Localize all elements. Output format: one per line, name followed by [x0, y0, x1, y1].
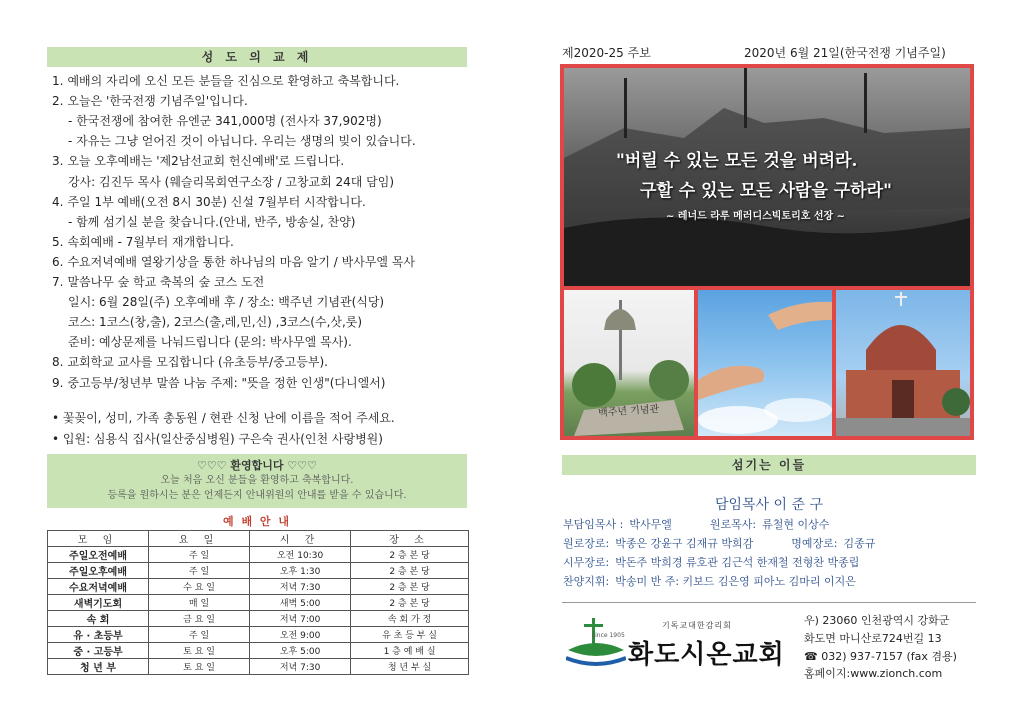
- table-cell: 속 회 가 정: [351, 611, 469, 627]
- table-cell: 유 · 초등부: [48, 627, 149, 643]
- staff-label: 시무장로:: [563, 556, 610, 569]
- war-evacuation-photo: [564, 68, 970, 286]
- staff-names: 박사무엘: [629, 518, 672, 531]
- staff-names: 김종규: [843, 537, 876, 550]
- table-header-row: [48, 531, 469, 547]
- table-cell: 청 년 부: [48, 659, 149, 675]
- staff-label: 원로목사:: [709, 518, 757, 531]
- announcement-number: 6.: [52, 254, 64, 269]
- address-line-1: 우) 23060 인천광역시 강화군: [804, 614, 950, 627]
- church-logo: [566, 614, 791, 674]
- staff-label: 원로장로:: [563, 537, 610, 550]
- staff-names: 박돈주 박희경 류호관 김근석 한재철 전형찬 박종립: [615, 556, 860, 569]
- announcement-detail: 코스: 1코스(창,출), 2코스(출,레,민,신) ,3코스(수,삿,룻): [68, 315, 363, 330]
- table-cell: 오후 5:00: [250, 643, 351, 659]
- issue-date: 2020년 6월 21일(한국전쟁 기념주일): [744, 46, 946, 60]
- table-cell: 수요저녁예배: [48, 579, 149, 595]
- staff-label: 부담임목사 :: [563, 518, 624, 531]
- welcome-title: ♡♡♡ 환영합니다 ♡♡♡: [197, 459, 317, 472]
- announcement-number: 7.: [52, 275, 64, 289]
- announcement-item: [52, 254, 415, 270]
- announcement-detail: - 한국전쟁에 참여한 유엔군 341,000명 (전사자 37,902명): [68, 114, 382, 129]
- announcement-text: 오늘 오후예배는 '제2남선교회 헌신예배'로 드립니다.: [67, 154, 345, 169]
- announcement-text: 말씀나무 숲 학교 축복의 숲 코스 도전: [67, 275, 265, 289]
- table-cell: 주일오후예배: [48, 563, 149, 579]
- table-cell: 주 일: [149, 627, 250, 643]
- table-cell: 오전 10:30: [250, 547, 351, 563]
- table-header: 시 간: [250, 531, 351, 547]
- table-cell: 2 층 본 당: [351, 595, 469, 611]
- table-cell: 주 일: [149, 563, 250, 579]
- table-cell: 주 일: [149, 547, 250, 563]
- announcement-text: 오늘은 '한국전쟁 기념주일'입니다.: [67, 94, 248, 109]
- announcement-number: 4.: [52, 194, 64, 209]
- announcement-item: [52, 93, 248, 109]
- table-header: 장 소: [351, 531, 469, 547]
- quote-source: ~ 레너드 라루 메러디스빅토리호 선장 ~: [666, 211, 846, 222]
- table-cell: 유 초 등 부 실: [351, 627, 469, 643]
- announcement-item: [52, 73, 399, 89]
- announcement-number: 8.: [52, 355, 64, 370]
- address-line-2: 화도면 마니산로724번길 13: [804, 632, 942, 645]
- announcement-number: 5.: [52, 234, 64, 249]
- table-cell: 2 층 본 당: [351, 563, 469, 579]
- table-cell: 중 · 고등부: [48, 643, 149, 659]
- announcement-text: 예배의 자리에 오신 모든 분들을 진심으로 환영하고 축복합니다.: [67, 74, 400, 88]
- announcement-number: 9.: [52, 375, 64, 390]
- announcement-number: 1.: [52, 74, 64, 88]
- announcement-text: 주일 1부 예배(오전 8시 30분) 신설 7월부터 시작합니다.: [67, 194, 366, 209]
- table-cell: 주일오전예배: [48, 547, 149, 563]
- table-header: 모 임: [48, 531, 149, 547]
- announcement-text: 속회예배 - 7월부터 재개합니다.: [67, 234, 234, 249]
- staff-names: 박종은 강윤구 김재규 박희감: [615, 537, 754, 550]
- church-denomination: 기독교대한감리회: [662, 621, 732, 630]
- announcement-number: 3.: [52, 154, 64, 169]
- announcement-item: [52, 234, 234, 250]
- table-cell: 저녁 7:00: [250, 611, 351, 627]
- worship-guide-title: 예 배 안 내: [223, 515, 291, 528]
- church-icon: [836, 290, 970, 436]
- table-row: [48, 627, 469, 643]
- announcement-text: 교회학교 교사를 모집합니다 (유초등부/중고등부).: [67, 355, 328, 370]
- announcement-detail: - 함께 섬기실 분을 찾습니다.(안내, 반주, 방송실, 찬양): [68, 214, 356, 229]
- table-row: [48, 595, 469, 611]
- quote-line-1: "버릴 수 있는 모든 것을 버려라.: [616, 151, 858, 171]
- staff-row: [563, 518, 835, 532]
- issue-number: 제2020-25 주보: [562, 46, 651, 60]
- worship-schedule-table: [47, 530, 469, 675]
- church-name: 화도시온교회: [628, 640, 785, 670]
- table-cell: 토 요 일: [149, 659, 250, 675]
- table-cell: 새벽기도회: [48, 595, 149, 611]
- staff-row: [563, 575, 894, 589]
- announcement-detail: 일시: 6월 28일(주) 오후예배 후 / 장소: 백주년 기념관(식당): [68, 295, 385, 310]
- reaching-hands-icon: [698, 290, 832, 436]
- table-cell: 속 회: [48, 611, 149, 627]
- memorial-stone-text: 백주년 기념관: [597, 403, 660, 420]
- fellowship-title: 성 도 의 교 제: [201, 50, 313, 64]
- announcement-text: 수요저녁예배 열왕기상을 통한 하나님의 마음 알기 / 박사무엘 목사: [67, 254, 415, 269]
- servers-title-bar: [562, 455, 976, 475]
- table-cell: 금 요 일: [149, 611, 250, 627]
- bell-tower-photo: [564, 290, 694, 436]
- announcement-number: 2.: [52, 94, 64, 109]
- table-cell: 청 년 부 실: [351, 659, 469, 675]
- announcement-detail: - 자유는 그냥 얻어진 것이 아닙니다. 우리는 생명의 빚이 있습니다.: [68, 134, 416, 149]
- divider: [562, 602, 976, 603]
- table-cell: 토 요 일: [149, 643, 250, 659]
- senior-pastor: 담임목사 이 준 구: [714, 497, 824, 513]
- announcement-item: [52, 375, 385, 391]
- table-row: [48, 547, 469, 563]
- homepage-link[interactable]: 홈페이지:www.zionch.com: [804, 667, 943, 680]
- welcome-line-2: 등록을 원하시는 분은 언제든지 안내위원의 안내를 받을 수 있습니다.: [107, 490, 407, 501]
- cross-globe-icon: [566, 618, 626, 668]
- table-cell: 2 층 본 당: [351, 547, 469, 563]
- table-cell: 1 층 예 배 실: [351, 643, 469, 659]
- note-hospital: • 입원: 심용식 집사(일산중심병원) 구은숙 권사(인천 사랑병원): [52, 432, 383, 446]
- staff-row: [563, 556, 897, 570]
- church-building-photo: [836, 290, 970, 436]
- table-row: [48, 563, 469, 579]
- announcement-detail: 준비: 예상문제를 나눠드립니다 (문의: 박사무엘 목사).: [68, 335, 352, 350]
- table-cell: 2 층 본 당: [351, 579, 469, 595]
- table-row: [48, 611, 469, 627]
- staff-names: 박송미 반 주: 키보드 김은영 피아노 김마리 이지은: [615, 575, 856, 588]
- announcement-text: 중고등부/청년부 말씀 나눔 주제: "뜻을 정한 인생"(다니엘서): [67, 375, 386, 390]
- photo-collage: [560, 64, 974, 440]
- announcement-item: [52, 274, 264, 290]
- note-flowers: • 꽃꽂이, 성미, 가족 총동원 / 현관 신청 난에 이름을 적어 주세요.: [52, 411, 395, 425]
- table-row: [48, 579, 469, 595]
- fellowship-title-bar: [47, 47, 467, 67]
- welcome-line-1: 오늘 처음 오신 분들을 환영하고 축복합니다.: [160, 475, 354, 486]
- table-cell: 새벽 5:00: [250, 595, 351, 611]
- table-cell: 저녁 7:30: [250, 579, 351, 595]
- announcement-item: [52, 153, 344, 169]
- table-header: 요 일: [149, 531, 250, 547]
- quote-line-2: 구할 수 있는 모든 사람을 구하라": [640, 181, 892, 201]
- table-row: [48, 643, 469, 659]
- table-cell: 수 요 일: [149, 579, 250, 595]
- staff-label: 명예장로:: [791, 537, 838, 550]
- table-row: [48, 659, 469, 675]
- announcement-detail: 강사: 김진두 목사 (웨슬리목회연구소장 / 고창교회 24대 담임): [68, 174, 395, 189]
- table-cell: 저녁 7:30: [250, 659, 351, 675]
- staff-row: [563, 537, 881, 551]
- welcome-box: [47, 454, 467, 508]
- table-cell: 매 일: [149, 595, 250, 611]
- staff-label: 찬양지휘:: [563, 575, 610, 588]
- servers-title: 섬기는 이들: [731, 458, 807, 472]
- hands-sky-photo: [698, 290, 832, 436]
- table-cell: 오후 1:30: [250, 563, 351, 579]
- table-cell: 오전 9:00: [250, 627, 351, 643]
- announcement-item: [52, 354, 328, 370]
- staff-names: 류철현 이상수: [762, 518, 830, 531]
- announcement-item: [52, 194, 366, 210]
- church-since: since 1905: [592, 632, 625, 639]
- phone: ☎ 032) 937-7157 (fax 겸용): [804, 650, 957, 663]
